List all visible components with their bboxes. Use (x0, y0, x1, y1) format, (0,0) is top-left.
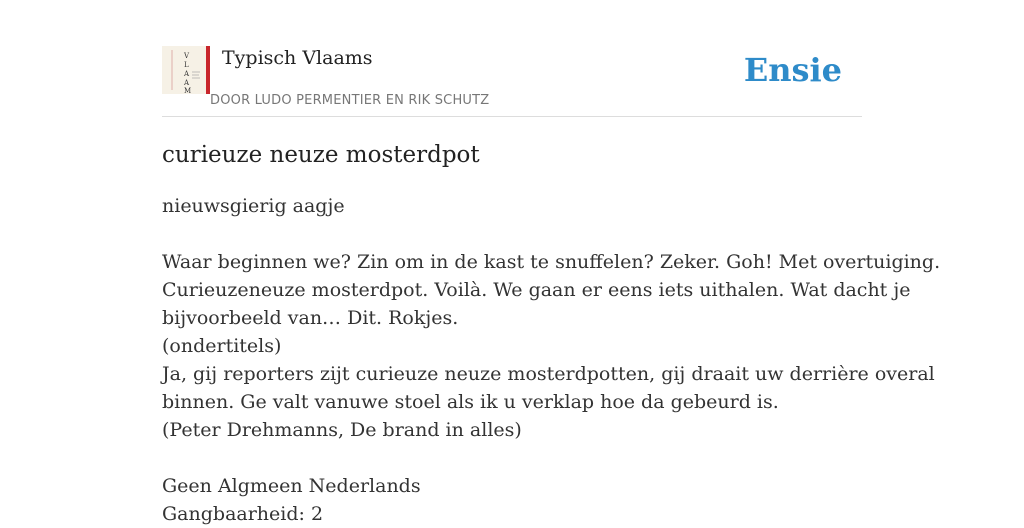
svg-text:L: L (184, 61, 189, 69)
entry-line: Waar beginnen we? Zin om in de kast te snuffelen? Zeker. Goh! Met overtuiging. (162, 251, 941, 273)
entry-line: Ja, gij reporters zijt curieuze neuze mosterdpotten, gij draait uw derrière overal (162, 363, 935, 385)
entry-line: Gangbaarheid: 2 (162, 503, 324, 525)
svg-text:A: A (184, 79, 190, 87)
entry-line: (Peter Drehmanns, De brand in alles) (162, 419, 522, 441)
entry-line: (ondertitels) (162, 335, 282, 357)
svg-text:A: A (184, 70, 190, 78)
book-cover-logo-graphic (162, 46, 210, 94)
site-title[interactable]: Typisch Vlaams (222, 47, 373, 69)
ensie-brand-link[interactable]: Ensie (743, 51, 842, 89)
entry-line: bijvoorbeeld van… Dit. Rokjes. (162, 307, 459, 329)
entry-line (162, 220, 862, 248)
entry-line: Curieuzeneuze mosterdpot. Voilà. We gaan er eens iets uithalen. Wat dacht je (162, 279, 911, 301)
entry-title: curieuze neuze mosterdpot (162, 142, 480, 168)
book-cover-logo[interactable] (162, 46, 210, 94)
entry-line: Geen Algmeen Nederlands (162, 475, 421, 497)
entry-body (162, 192, 941, 528)
byline: DOOR LUDO PERMENTIER EN RIK SCHUTZ (210, 93, 490, 108)
svg-text:V: V (184, 52, 190, 60)
entry-line: binnen. Ge valt vanuwe stoel als ik u verklap hoe da gebeurd is. (162, 391, 779, 413)
site-header (162, 46, 862, 117)
entry-line: nieuwsgierig aagje (162, 195, 345, 217)
entry-line (162, 444, 862, 472)
svg-text:M: M (184, 87, 192, 95)
